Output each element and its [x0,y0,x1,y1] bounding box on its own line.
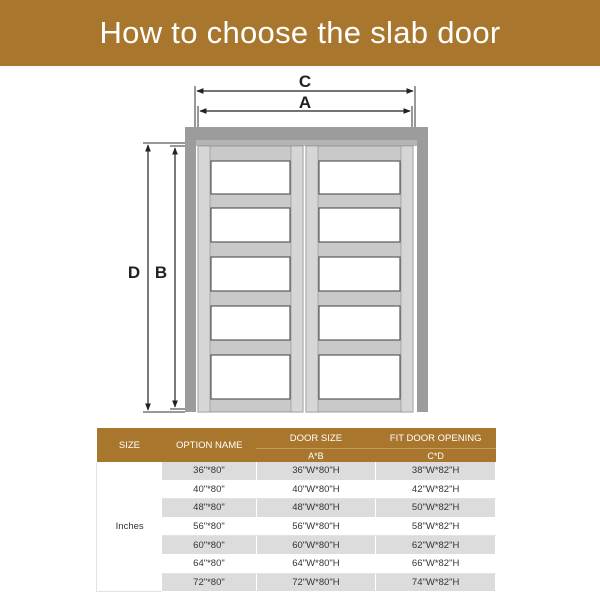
opening-cell: 66"W*82"H [376,554,496,573]
dimension-a [198,93,412,128]
opening-cell: 42"W*82"H [376,480,496,499]
glass-pane [211,355,290,399]
label-d: D [127,263,141,282]
door-diagram [0,66,600,422]
door-size-cell: 48"W*80"H [256,499,376,518]
size-table [96,428,496,592]
opening-cell: 74"W*82"H [376,573,496,592]
header-fit-opening: FIT DOOR OPENING [376,428,496,449]
option-cell: 64"*80" [162,554,256,573]
door-size-cell: 72"W*80"H [256,573,376,592]
page-title: How to choose the slab door [99,15,501,50]
label-b: B [154,263,168,282]
glass-pane [319,306,400,340]
door-size-cell: 36"W*80"H [256,462,376,480]
glass-pane [319,355,400,399]
left-door-panel [198,146,303,412]
glass-pane [319,161,400,194]
door-size-cell: 64"W*80"H [256,554,376,573]
opening-cell: 50"W*82"H [376,499,496,518]
title-banner [0,0,600,66]
glass-pane [319,208,400,242]
label-c: C [298,72,312,91]
glass-pane [211,257,290,291]
unit-label: Inches [97,462,163,592]
opening-cell: 38"W*82"H [376,462,496,480]
opening-cell: 62"W*82"H [376,536,496,555]
option-cell: 40"*80" [162,480,256,499]
option-cell: 36"*80" [162,462,256,480]
option-cell: 56"*80" [162,517,256,536]
opening-cell: 58"W*82"H [376,517,496,536]
glass-pane [211,208,290,242]
right-door-panel [306,146,413,412]
header-size: SIZE [97,428,163,462]
glass-pane [211,161,290,194]
door-size-cell: 60"W*80"H [256,536,376,555]
option-cell: 60"*80" [162,536,256,555]
door-size-cell: 56"W*80"H [256,517,376,536]
label-a: A [298,93,312,112]
option-cell: 72"*80" [162,573,256,592]
glass-pane [319,257,400,291]
option-cell: 48"*80" [162,499,256,518]
door-size-cell: 40"W*80"H [256,480,376,499]
header-door-size-formula: A*B [256,449,376,463]
glass-pane [211,306,290,340]
header-fit-opening-formula: C*D [376,449,496,463]
header-door-size: DOOR SIZE [256,428,376,449]
table-row [97,462,496,480]
header-option-name: OPTION NAME [162,428,256,462]
